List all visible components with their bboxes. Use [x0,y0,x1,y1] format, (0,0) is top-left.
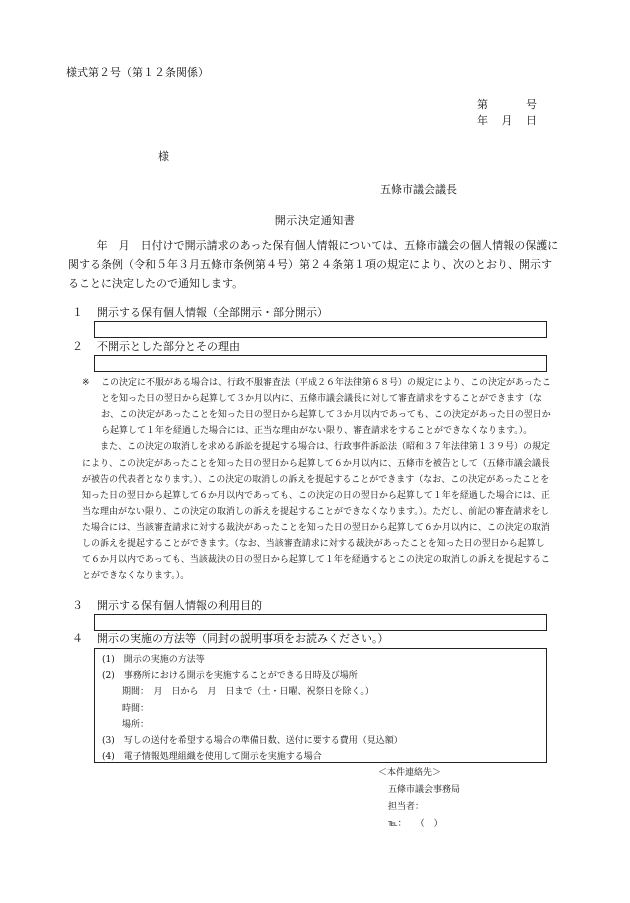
disclosed-info-field[interactable] [94,321,547,338]
impl-period: 期間： 月 日から 月 日まで（土・日曜、祝祭日を除く。） [122,687,374,698]
intro-paragraph [68,237,561,294]
impl-item-1: (1) 開示の実施の方法等 [102,655,205,665]
section-label: 開示する保有個人情報（全部開示・部分開示） [97,306,328,319]
contact-office: 五條市議会事務局 [388,785,461,795]
addressee: 様 [158,150,169,163]
section-label: 開示する保有個人情報の利用目的 [97,599,262,612]
date-day: 日 [526,114,537,127]
impl-time: 時間： [122,703,150,714]
impl-place: 場所： [122,719,150,730]
impl-item-3: (3) 写しの送付を希望する場合の準備日数、送付に要する費用（見込額） [102,736,403,747]
section-number: １ [72,306,83,319]
section-number: ３ [72,599,83,612]
date-month: 月 [501,114,513,127]
intro-text: 年 月 日付けで開示請求のあった保有個人情報については、五條市議会の個人情報の保護に関する条例（令和５年３月五條市条例第４号）第２４条第１項の規定により、次のとおり、開示することに決定したので通知します。 [68,239,559,290]
note-paragraph-2: また、この決定の取消しを求める訴訟を提起する場合は、行政事件訴訟法（昭和３７年法律第１３９号）の規定により、この決定があったことを知った日の翌日から起算して６か月以内に、五條市を被告として（五條市議会議長が被告の代表者となります。）、この決定の取消しの訴えを提起することができます（なお、この決定があったことを知った日の翌日から起算して６か月以内であっても、この決定の日の翌日から起算して１年を経過した場合には、正当な理由がない限り、この決定の取消しの訴えを提起することができなくなります。）。ただし、前記の審査請求をした場合には、当該審査請求に対する裁決があったことを知った日の翌日から起算して６か月以内に、この決定の取消しの訴えを提起することができます。（なお、当該審査請求に対する裁決があったことを知った日の翌日から起算して６か月以内であっても、当該裁決の日の翌日から起算して１年を経過するとこの決定の取消しの訴えを提起することができなくなります。）。 [82,442,551,582]
contact-tel: ℡： （ ） [388,819,443,829]
appeal-note [82,375,552,584]
impl-item-4: (4) 電子情報処理組織を使用して開示を実施する場合 [102,752,322,763]
issue-date [477,114,537,127]
impl-item-2: (2) 事務所における開示を実施することができる日時及び場所 [102,671,358,682]
implementation-list [102,652,403,765]
doc-number-left: 第 [477,98,488,111]
contact-heading: ＜本件連絡先＞ [378,768,442,778]
usage-purpose-field[interactable] [94,614,547,631]
document-title: 開示決定通知書 [274,214,356,227]
note-mark: ※ [82,378,90,388]
section-label: 開示の実施の方法等（同封の説明事項をお読みください。） [97,632,389,645]
date-year: 年 [477,114,488,127]
note-text-1: この決定に不服がある場合は、行政不服審査法（平成２６年法律第６８号）の規定により、この決定があったことを知った日の翌日から起算して３か月以内に、五條市議会議長に対して審査請求をすることができます（なお、この決定があったことを知った日の翌日から起算して３か月以内であっても、この決定があった日の翌日から起算して１年を経過した場合には、正当な理由がない限り、審査請求をすることができなくなります。）。 [101,378,551,437]
section-number: ４ [72,632,83,645]
undisclosed-reason-field[interactable] [94,355,547,372]
form-number: 様式第２号（第１２条関係） [66,66,209,79]
contact-person: 担当者： [388,802,425,812]
sender-name: 五條市議会議長 [380,183,457,196]
section-label: 不開示とした部分とその理由 [97,340,240,353]
section-number: ２ [72,340,83,353]
note-paragraph-1 [82,375,552,439]
document-number [477,98,537,111]
contact-block [378,765,460,833]
doc-number-right: 号 [526,98,537,111]
